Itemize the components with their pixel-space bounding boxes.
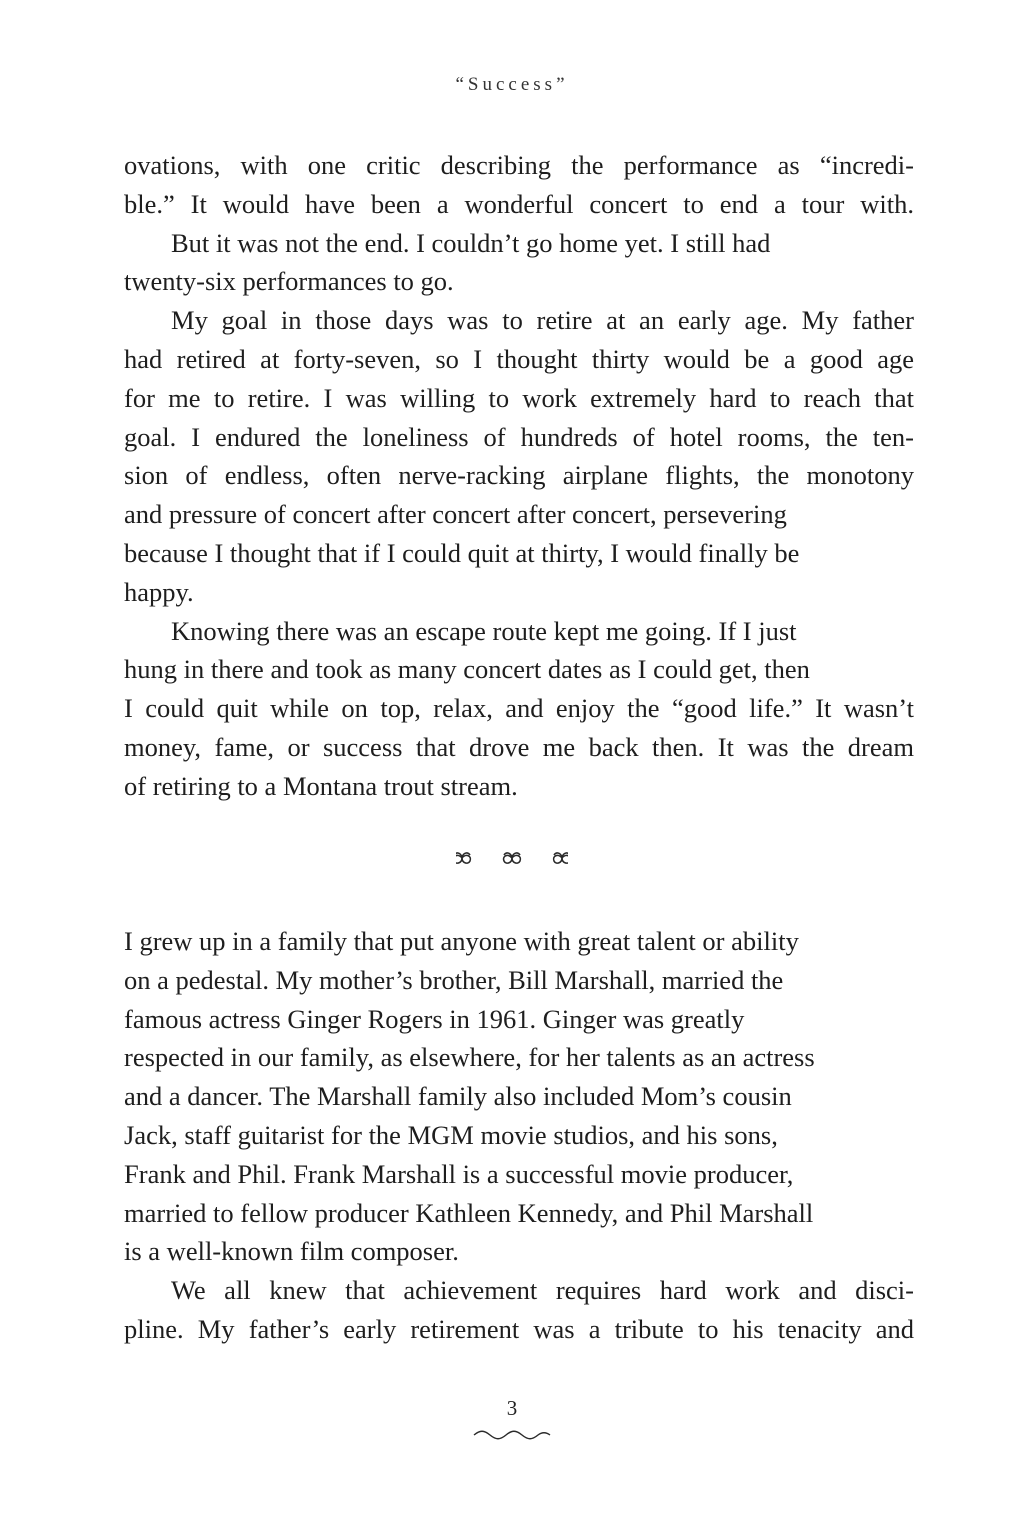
text-line: happy. bbox=[124, 576, 194, 607]
text-line: Knowing there was an escape route kept me going. If I just bbox=[171, 615, 797, 646]
text-line: on a pedestal. My mother’s brother, Bill Marshall, married the bbox=[124, 964, 784, 995]
text-line: Frank and Phil. Frank Marshall is a successful movie producer, bbox=[124, 1158, 794, 1189]
text-line: of retiring to a Montana trout stream. bbox=[124, 770, 518, 801]
text-line: respected in our family, as elsewhere, for her talents as an actress bbox=[124, 1042, 815, 1073]
text-line: sion of endless, often nerve-racking airplane flights, the monotony bbox=[124, 460, 914, 491]
section-break-ornament bbox=[0, 848, 1024, 872]
text-line: I grew up in a family that put anyone with great talent or ability bbox=[124, 926, 799, 956]
text-line: is a well-known film composer. bbox=[124, 1236, 459, 1267]
text-line: and pressure of concert after concert after concert, persevering bbox=[124, 499, 787, 530]
text-line: hung in there and took as many concert dates as I could get, then bbox=[124, 654, 810, 685]
text-line: and a dancer. The Marshall family also included Mom’s cousin bbox=[124, 1081, 792, 1112]
text-line: goal. I endured the loneliness of hundreds of hotel rooms, the ten- bbox=[124, 421, 914, 452]
page-number: 3 bbox=[506, 1396, 518, 1420]
text-line: We all knew that achievement requires hard work and disci- bbox=[171, 1275, 914, 1306]
text-line: But it was not the end. I couldn’t go home yet. I still had bbox=[171, 227, 771, 258]
fleuron-icon bbox=[456, 848, 568, 868]
section-2-text bbox=[124, 922, 914, 1349]
text-line: Jack, staff guitarist for the MGM movie studios, and his sons, bbox=[124, 1119, 778, 1150]
text-line: married to fellow producer Kathleen Kennedy, and Phil Marshall bbox=[124, 1197, 814, 1228]
section-1-text bbox=[124, 146, 914, 806]
text-line: I could quit while on top, relax, and enjoy the “good life.” It wasn’t bbox=[124, 693, 914, 724]
text-line: twenty-six performances to go. bbox=[124, 266, 454, 297]
text-line: money, fame, or success that drove me back then. It was the dream bbox=[124, 731, 914, 762]
text-line: for me to retire. I was willing to work extremely hard to reach that bbox=[124, 382, 914, 413]
text-line: had retired at forty-seven, so I thought thirty would be a good age bbox=[124, 343, 914, 374]
text-line: famous actress Ginger Rogers in 1961. Ginger was greatly bbox=[124, 1003, 745, 1034]
text-line: ble.” It would have been a wonderful concert to end a tour with. bbox=[124, 188, 914, 219]
text-line: pline. My father’s early retirement was a tribute to his tenacity and bbox=[124, 1313, 914, 1344]
tilde-swash-icon bbox=[472, 1426, 552, 1445]
running-head: “Success” bbox=[455, 74, 569, 95]
text-line: ovations, with one critic describing the performance as “incredi- bbox=[124, 150, 914, 180]
text-line: My goal in those days was to retire at an early age. My father bbox=[171, 305, 914, 336]
text-line: because I thought that if I could quit at thirty, I would finally be bbox=[124, 537, 800, 568]
